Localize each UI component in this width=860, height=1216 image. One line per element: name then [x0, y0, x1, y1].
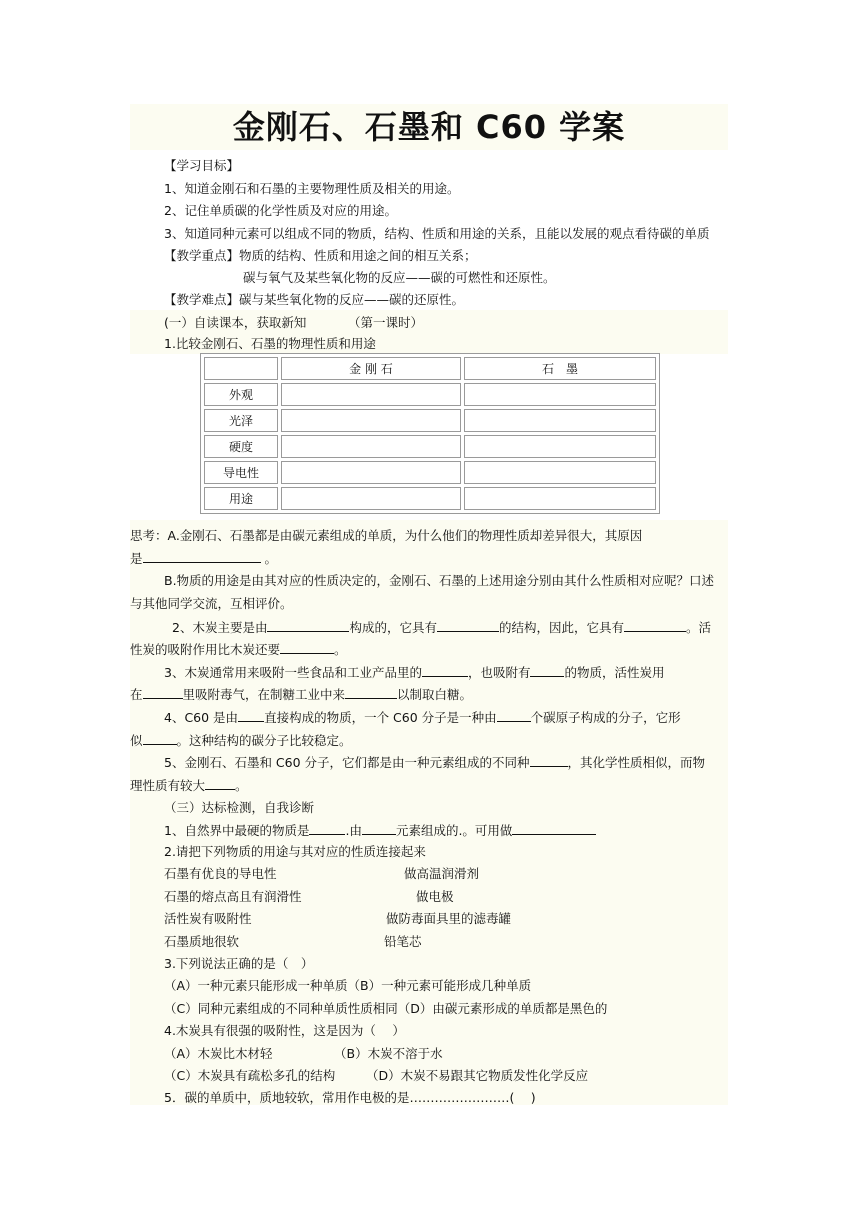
fill-blank[interactable]: [530, 754, 568, 767]
match-left-item: 石墨的熔点高且有润滑性: [164, 889, 302, 904]
think-b-line2: 与其他同学交流，互相评价。: [130, 596, 293, 611]
section3-heading: （三）达标检测，自我诊断: [164, 800, 315, 815]
match-left-item: 石墨质地很软: [164, 934, 240, 949]
fill-blank[interactable]: [267, 619, 349, 632]
table-cell: [464, 383, 656, 406]
table-cell: [464, 461, 656, 484]
objective-item: 2、记住单质碳的化学性质及对应的用途。: [164, 203, 397, 218]
key-points: [164, 248, 477, 264]
row-label: 光泽: [204, 409, 278, 432]
row-label: 导电性: [204, 461, 278, 484]
s3-q2: 2.请把下列物质的用途与其对应的性质连接起来: [164, 844, 426, 859]
table-row: [204, 383, 656, 406]
match-right-item: 做防毒面具里的滤毒罐: [386, 911, 512, 926]
q5-line1: 5、金刚石、石墨和 C60 分子，它们都是由一种元素组成的不同种 ，其化学性质相似，而物: [164, 755, 706, 770]
fill-blank[interactable]: [530, 664, 564, 677]
key-points-line2: 碳与氧气及某些氧化物的反应——碳的可燃性和还原性。: [243, 270, 556, 285]
fill-blank[interactable]: [624, 619, 686, 632]
table-corner-cell: [204, 357, 278, 380]
fill-blank[interactable]: [497, 709, 531, 722]
q4-line2: 似 。这种结构的碳分子比较稳定。: [130, 733, 352, 748]
table-header-diamond: 金 刚 石: [281, 357, 461, 380]
table-row: [204, 435, 656, 458]
fill-blank[interactable]: [437, 619, 499, 632]
row-label: 用途: [204, 487, 278, 510]
objectives-heading: 【学习目标】: [164, 158, 240, 173]
s3-q4-option: （D）木炭不易跟其它物质发性化学反应: [366, 1068, 589, 1083]
fill-blank[interactable]: [143, 732, 177, 745]
s3-q3: 3.下列说法正确的是（ ）: [164, 956, 314, 971]
think-a-line1: 思考：A.金刚石、石墨都是由碳元素组成的单质，为什么他们的物理性质却差异很大，其原因: [130, 528, 643, 543]
q4-line1: 4、C60 是由 直接构成的物质，一个 C60 分子是一种由 个碳原子构成的分子，它形: [164, 710, 681, 725]
section1-q1: 1.比较金刚石、石墨的物理性质和用途: [164, 336, 376, 351]
key-points-text: 物质的结构、性质和用途之间的相互关系；: [239, 248, 477, 263]
table-cell: [464, 409, 656, 432]
s3-q4-option: （A）木炭比木材轻: [164, 1046, 273, 1061]
fill-blank[interactable]: [512, 822, 596, 835]
row-label: 硬度: [204, 435, 278, 458]
fill-blank[interactable]: [143, 550, 261, 563]
difficulty-label: 【教学难点】: [164, 292, 240, 307]
table-header-row: [204, 357, 656, 380]
table-cell: [281, 383, 461, 406]
table-row: [204, 409, 656, 432]
objective-item: 1、知道金刚石和石墨的主要物理性质及相关的用途。: [164, 181, 460, 196]
table-cell: [281, 409, 461, 432]
table-header-graphite: 石 墨: [464, 357, 656, 380]
match-left-item: 活性炭有吸附性: [164, 911, 252, 926]
fill-blank[interactable]: [362, 822, 396, 835]
table-cell: [281, 461, 461, 484]
table-row: [204, 487, 656, 510]
think-a-line2: 是 。: [130, 551, 278, 566]
s3-q1: 1、自然界中最硬的物质是 .由 元素组成的.。可用做: [164, 822, 596, 839]
table-cell: [281, 487, 461, 510]
q2-line2: 性炭的吸附作用比木炭还要 。: [130, 642, 347, 657]
s3-q4: 4.木炭具有很强的吸附性，这是因为（ ）: [164, 1023, 405, 1038]
match-right-item: 做高温润滑剂: [404, 866, 480, 881]
table-row: [204, 461, 656, 484]
match-left-item: 石墨有优良的导电性: [164, 866, 277, 881]
objective-item: 3、知道同种元素可以组成不同的物质，结构、性质和用途的关系，且能以发展的观点看待碳的单质: [164, 226, 710, 241]
fill-blank[interactable]: [309, 822, 345, 835]
section1-note: （第一课时）: [348, 315, 424, 330]
q5-line2: 理性质有较大 。: [130, 778, 248, 793]
difficulty: [164, 292, 464, 308]
section1-heading: (一）自读课本，获取新知: [164, 315, 307, 330]
s3-q4-option: （C）木炭具有疏松多孔的结构: [164, 1068, 336, 1083]
match-right-item: 铅笔芯: [384, 934, 422, 949]
fill-blank[interactable]: [205, 777, 235, 790]
s3-q3-option: （C）同种元素组成的不同种单质性质相同（D）由碳元素形成的单质都是黑色的: [164, 1001, 608, 1016]
s3-q3-option: （A）一种元素只能形成一种单质（B）一种元素可能形成几种单质: [164, 978, 532, 993]
s3-q5: 5．碳的单质中，质地较软，常用作电极的是……………………( ): [164, 1090, 536, 1105]
q3-line2: 在 里吸附毒气，在制糖工业中来 以制取白糖。: [130, 687, 473, 702]
fill-blank[interactable]: [238, 709, 264, 722]
row-label: 外观: [204, 383, 278, 406]
fill-blank[interactable]: [345, 686, 397, 699]
s3-q4-option: （B）木炭不溶于水: [334, 1046, 443, 1061]
page-title: 金刚石、石墨和 C60 学案: [130, 104, 728, 150]
fill-blank[interactable]: [422, 664, 468, 677]
table-cell: [281, 435, 461, 458]
fill-blank[interactable]: [280, 641, 334, 654]
q2-line1: 2、木炭主要是由 构成的，它具有 的结构，因此，它具有 。活: [172, 620, 712, 635]
key-points-label: 【教学重点】: [164, 248, 240, 263]
table-cell: [464, 435, 656, 458]
fill-blank[interactable]: [143, 686, 183, 699]
comparison-table: [200, 353, 660, 514]
match-right-item: 做电极: [416, 889, 454, 904]
difficulty-text: 碳与某些氧化物的反应——碳的还原性。: [239, 292, 465, 307]
table-cell: [464, 487, 656, 510]
think-b-line1: B.物质的用途是由其对应的性质决定的，金刚石、石墨的上述用途分别由其什么性质相对应呢？口述: [164, 573, 715, 588]
q3-line1: 3、木炭通常用来吸附一些食品和工业产品里的 ，也吸附有 的物质，活性炭用: [164, 665, 665, 680]
